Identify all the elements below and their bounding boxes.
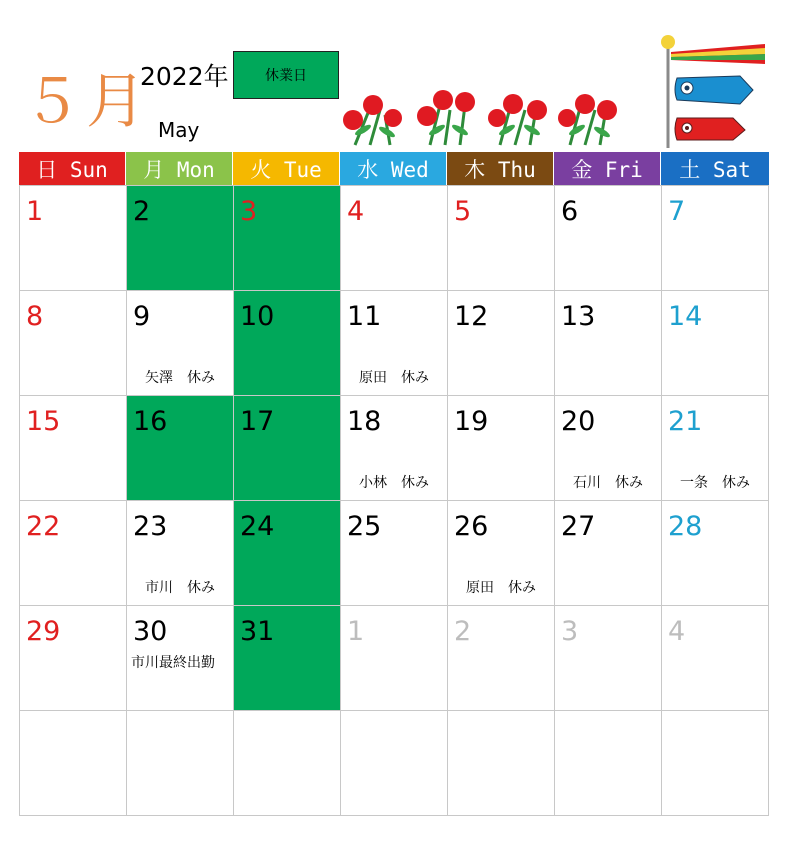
day-number: 23 <box>133 511 168 542</box>
day-note: 石川 休み <box>573 475 643 491</box>
day-cell <box>341 186 448 291</box>
calendar <box>19 152 769 816</box>
day-cell <box>127 606 234 711</box>
weekday-header-6: 土 Sat <box>661 152 769 185</box>
weekday-header-2: 火 Tue <box>233 152 340 185</box>
day-number: 12 <box>454 301 489 332</box>
day-note: 原田 休み <box>466 580 536 596</box>
day-number: 3 <box>240 196 258 227</box>
day-cell <box>20 396 127 501</box>
day-number: 10 <box>240 301 275 332</box>
month-number-title: ５月 <box>22 67 150 137</box>
day-number: 14 <box>668 301 703 332</box>
day-cell <box>555 186 662 291</box>
day-cell <box>448 606 555 711</box>
day-number: 26 <box>454 511 489 542</box>
day-cell <box>234 291 341 396</box>
day-number: 30 <box>133 616 168 647</box>
day-cell <box>341 606 448 711</box>
day-cell <box>555 711 662 816</box>
weekday-header-row <box>19 152 769 185</box>
day-cell <box>234 606 341 711</box>
weekday-header-0: 日 Sun <box>19 152 126 185</box>
day-cell <box>448 396 555 501</box>
day-note: 市川最終出勤 <box>131 655 215 671</box>
holiday-legend: 休業日 <box>233 51 339 99</box>
day-cell <box>234 396 341 501</box>
day-cell <box>662 711 769 816</box>
day-number: 1 <box>347 616 365 647</box>
day-cell <box>20 291 127 396</box>
day-number: 15 <box>26 406 61 437</box>
day-cell <box>662 501 769 606</box>
day-cell <box>341 501 448 606</box>
day-number: 18 <box>347 406 382 437</box>
day-number: 17 <box>240 406 275 437</box>
day-number: 11 <box>347 301 382 332</box>
day-number: 4 <box>347 196 365 227</box>
day-number: 1 <box>26 196 44 227</box>
day-note: 小林 休み <box>359 475 429 491</box>
day-cell <box>127 396 234 501</box>
day-cell <box>448 186 555 291</box>
day-number: 2 <box>133 196 151 227</box>
day-cell <box>20 711 127 816</box>
day-cell <box>20 186 127 291</box>
weekday-header-1: 月 Mon <box>126 152 233 185</box>
day-number: 16 <box>133 406 168 437</box>
day-cell <box>127 501 234 606</box>
day-cell <box>662 291 769 396</box>
day-number: 19 <box>454 406 489 437</box>
day-cell <box>662 186 769 291</box>
day-number: 27 <box>561 511 596 542</box>
day-number: 9 <box>133 301 151 332</box>
day-cell <box>341 291 448 396</box>
day-note: 原田 休み <box>359 370 429 386</box>
day-number: 13 <box>561 301 596 332</box>
month-english-label: May <box>158 118 200 142</box>
day-number: 31 <box>240 616 275 647</box>
weekday-header-3: 水 Wed <box>340 152 447 185</box>
day-cell <box>127 711 234 816</box>
day-number: 6 <box>561 196 579 227</box>
day-cell <box>448 501 555 606</box>
day-number: 4 <box>668 616 686 647</box>
day-number: 22 <box>26 511 61 542</box>
day-cell <box>341 711 448 816</box>
day-number: 21 <box>668 406 703 437</box>
day-number: 29 <box>26 616 61 647</box>
weekday-header-5: 金 Fri <box>554 152 661 185</box>
day-cell <box>127 291 234 396</box>
day-cell <box>20 501 127 606</box>
calendar-grid <box>19 185 769 816</box>
day-cell <box>20 606 127 711</box>
day-cell <box>341 396 448 501</box>
day-note: 矢澤 休み <box>145 370 215 386</box>
day-note: 市川 休み <box>145 580 215 596</box>
day-number: 5 <box>454 196 472 227</box>
day-cell <box>555 396 662 501</box>
day-cell <box>448 711 555 816</box>
day-cell <box>127 186 234 291</box>
day-cell <box>448 291 555 396</box>
day-cell <box>662 606 769 711</box>
day-number: 3 <box>561 616 579 647</box>
day-cell <box>662 396 769 501</box>
day-note: 一条 休み <box>680 475 750 491</box>
day-number: 8 <box>26 301 44 332</box>
day-cell <box>555 501 662 606</box>
day-number: 25 <box>347 511 382 542</box>
day-number: 7 <box>668 196 686 227</box>
year-label: 2022年 <box>140 62 229 91</box>
koinobori-carp-streamers-illustration <box>661 35 765 148</box>
day-cell <box>234 501 341 606</box>
weekday-header-4: 木 Thu <box>447 152 554 185</box>
day-cell <box>234 711 341 816</box>
day-cell <box>555 606 662 711</box>
day-cell <box>234 186 341 291</box>
day-number: 24 <box>240 511 275 542</box>
day-number: 28 <box>668 511 703 542</box>
carnation-flowers-illustration <box>343 90 617 145</box>
carnation-koinobori-decoration <box>335 30 775 155</box>
day-number: 20 <box>561 406 596 437</box>
day-cell <box>555 291 662 396</box>
day-number: 2 <box>454 616 472 647</box>
